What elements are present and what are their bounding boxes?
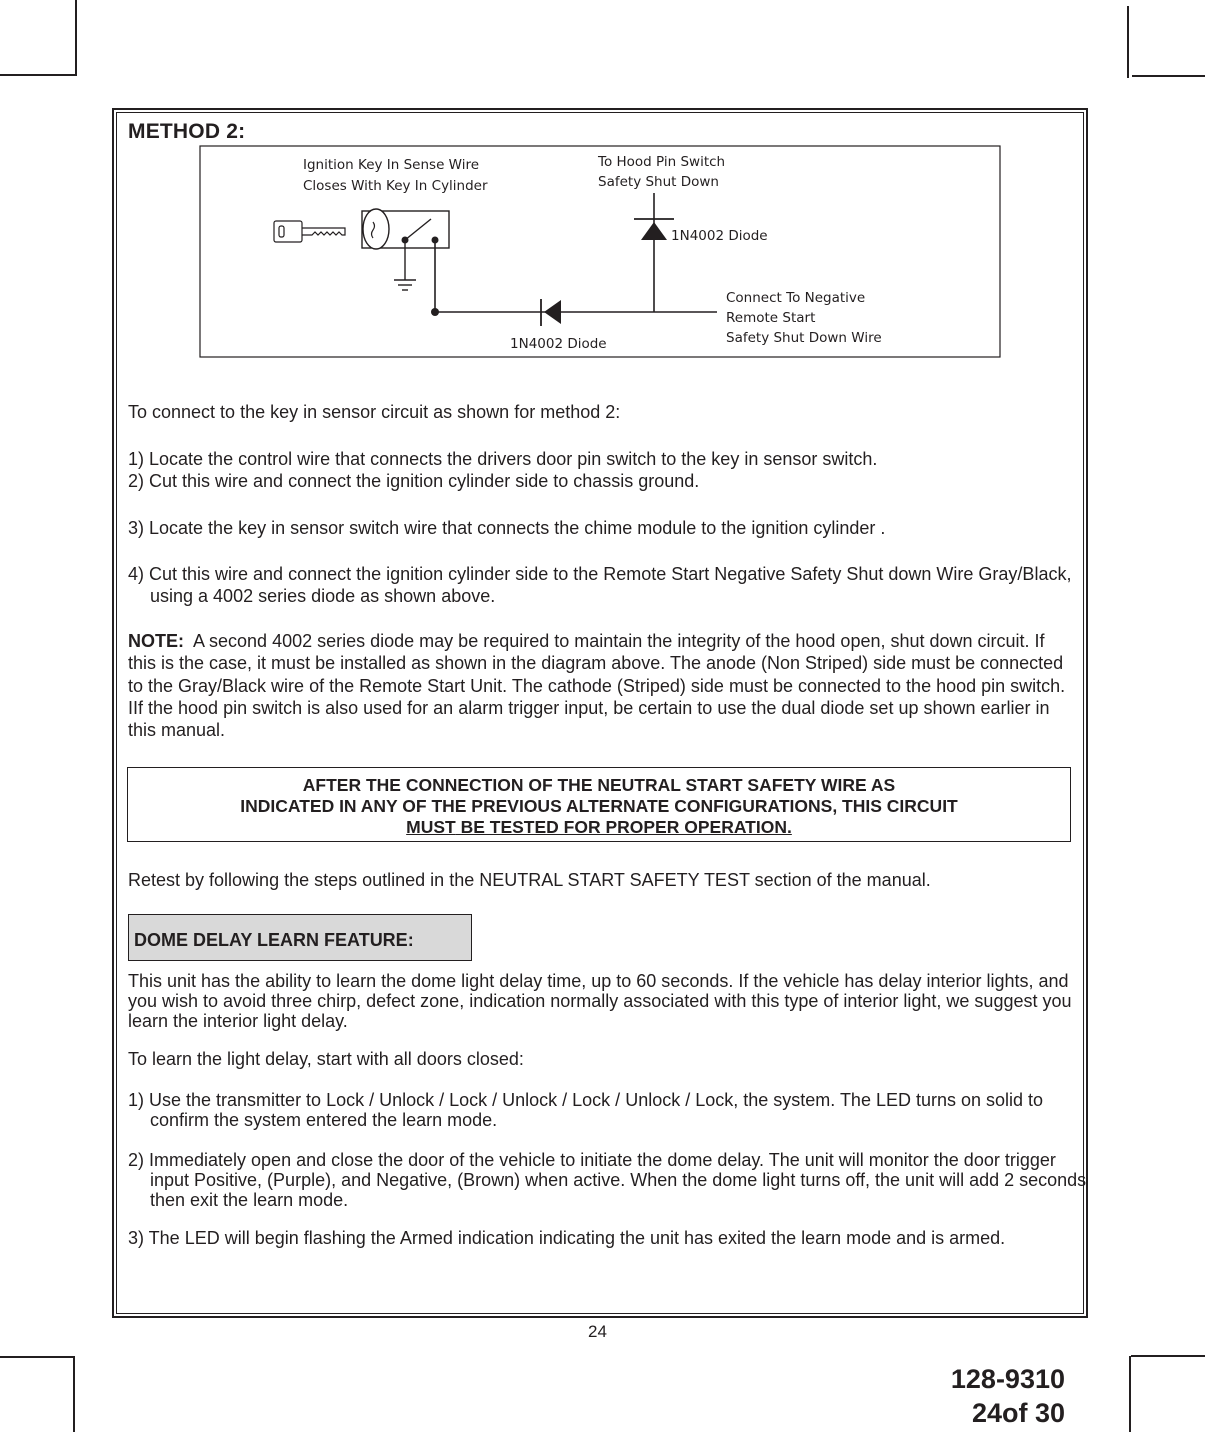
connect-label-3: Safety Shut Down Wire [726,330,882,346]
retest-text: Retest by following the steps outlined in the NEUTRAL START SAFETY TEST section of the manual. [128,870,931,890]
crop-mark-bottom-right-horizontal [1131,1355,1205,1357]
hood-label-2: Safety Shut Down [598,174,719,190]
dome-start: To learn the light delay, start with all doors closed: [128,1049,524,1069]
diode-top-icon [634,219,674,240]
wiring-diagram [0,0,1205,370]
ignition-key-icon [274,221,345,242]
warning-line-3 [128,817,1070,838]
step-3: 3) Locate the key in sensor switch wire that connects the chime module to the ignition cylinder . [128,518,886,538]
hood-label-1: To Hood Pin Switch [598,154,726,170]
note-label: NOTE: [128,631,184,651]
note-paragraph [128,630,1073,741]
ignition-label-1: Ignition Key In Sense Wire [303,157,480,173]
dome-delay-heading: DOME DELAY LEARN FEATURE: [128,914,472,961]
crop-mark-bottom-left-vertical [73,1356,75,1432]
connect-label-1: Connect To Negative [726,290,866,306]
dome-step-1: 1) Use the transmitter to Lock / Unlock / Lock / Unlock / Lock / Unlock / Lock, the system. The LED turns on solid to confirm the system entered the learn mode. [128,1090,1044,1130]
warning-line-1: AFTER THE CONNECTION OF THE NEUTRAL START SAFETY WIRE AS [302,775,896,795]
ignition-label-2: Closes With Key In Cylinder [303,178,488,194]
dome-step-3: 3) The LED will begin flashing the Armed indication indicating the unit has exited the learn mode and is armed. [128,1228,1006,1248]
method2-intro: To connect to the key in sensor circuit as shown for method 2: [128,402,621,422]
note-text: A second 4002 series diode may be required to maintain the integrity of the hood open, shut down circuit. If this is the case, it must be installed as shown in the diagram above. The anode (Non Striped) side must be connected to the Gray/Black wire of the Remote Start Unit. The cathode (Striped) side must be connected to the hood pin switch. IIf the hood pin switch is also used for an alarm trigger input, be certain to use the dual diode set up shown earlier in this manual. [128,631,1066,741]
crop-mark-bottom-right-vertical [1129,1356,1131,1432]
connect-label-2: Remote Start [726,310,816,326]
step-2: 2) Cut this wire and connect the ignition cylinder side to chassis ground. [128,471,700,491]
crop-mark-bottom-left-horizontal [0,1356,75,1358]
doc-number: 128-9310 [950,1364,1065,1394]
step-4: 4) Cut this wire and connect the ignition cylinder side to the Remote Start Negative Safety Shut down Wire Gray/Black, using a 4002 series diode as shown above. [128,564,1072,607]
warning-underlined: MUST [406,817,456,837]
step-1: 1) Locate the control wire that connects the drivers door pin switch to the key in sensor switch. [128,449,878,469]
doc-page: 24of 30 [971,1398,1065,1428]
warning-box [127,767,1071,842]
dome-intro: This unit has the ability to learn the dome light delay time, up to 60 seconds. If the vehicle has delay interior lights, and you wish to avoid three chirp, defect zone, indication normally associated with this type of interior light, we suggest you learn the interior light delay. [128,971,1072,1031]
method-title: METHOD 2: [128,120,246,143]
page-number: 24 [588,1322,607,1341]
document-id [951,1362,1065,1430]
diode-bottom-label: 1N4002 Diode [510,336,607,352]
warning-line-3-rest: BE TESTED FOR PROPER OPERATION. [455,817,792,837]
diode-top-label: 1N4002 Diode [671,228,768,244]
warning-line-2: INDICATED IN ANY OF THE PREVIOUS ALTERNATE CONFIGURATIONS, THIS CIRCUIT [240,796,958,816]
dome-step-2: 2) Immediately open and close the door of the vehicle to initiate the dome delay. The unit will monitor the door trigger input Positive, (Purple), and Negative, (Brown) when active. When the dome light turns off, the unit will add 2 seconds then exit the learn mode. [128,1150,1087,1210]
